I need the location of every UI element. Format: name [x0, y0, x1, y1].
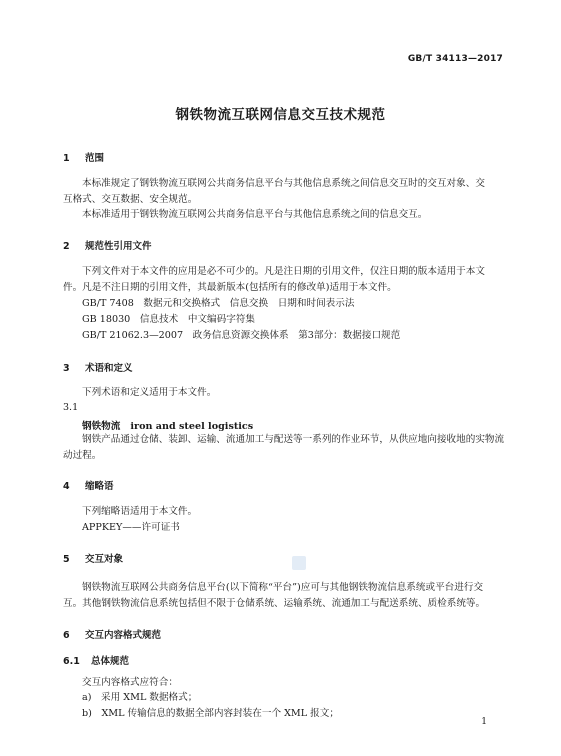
- paragraph: 下列缩略语适用于本文件。: [82, 506, 198, 517]
- section-2-heading: [63, 238, 152, 252]
- page-number: 1: [481, 717, 487, 727]
- section-4-heading: [63, 478, 114, 492]
- normative-reference: GB/T 21062.3—2007 政务信息资源交换体系 第3部分：数据接口规范: [82, 330, 401, 341]
- clause-6-1-heading: [63, 653, 129, 667]
- term-english: iron and steel logistics: [130, 421, 254, 432]
- section-number: 1: [63, 153, 70, 164]
- section-title: 缩略语: [85, 481, 114, 492]
- section-number: 6: [63, 630, 70, 641]
- section-5-heading: [63, 551, 123, 565]
- term-definition: 钢铁产品通过仓储、装卸、运输、流通加工与配送等一系列的作业环节，从供应地向接收地的实物流: [82, 434, 505, 445]
- section-title: 交互对象: [85, 554, 124, 565]
- paragraph: 钢铁物流互联网公共商务信息平台(以下简称“平台”)应可与其他钢铁物流信息系统或平台进行交: [82, 582, 484, 593]
- paragraph: 交互内容格式应符合：: [82, 677, 178, 688]
- paragraph: 件。凡是不注日期的引用文件，其最新版本(包括所有的修改单)适用于本文件。: [63, 282, 397, 293]
- paragraph: 互格式、交互数据、安全规范。: [63, 194, 198, 205]
- paragraph: 本标准规定了钢铁物流互联网公共商务信息平台与其他信息系统之间信息交互时的交互对象、交: [82, 178, 485, 189]
- list-item: a) 采用 XML 数据格式；: [82, 692, 198, 703]
- section-1-heading: [63, 150, 104, 164]
- section-number: 3: [63, 363, 70, 374]
- term-entry: [82, 418, 253, 432]
- paragraph: 下列术语和定义适用于本文件。: [82, 387, 217, 398]
- clause-title: 总体规范: [91, 656, 130, 667]
- list-item: b) XML 传输信息的数据全部内容封装在一个 XML 报文；: [82, 708, 339, 719]
- watermark-icon: [292, 556, 306, 570]
- paragraph: 本标准适用于钢铁物流互联网公共商务信息平台与其他信息系统之间的信息交互。: [82, 209, 428, 220]
- section-number: 5: [63, 554, 70, 565]
- normative-reference: GB 18030 信息技术 中文编码字符集: [82, 314, 256, 325]
- abbreviation: APPKEY——许可证书: [82, 522, 180, 533]
- section-title: 交互内容格式规范: [85, 630, 162, 641]
- clause-number: 6.1: [63, 656, 80, 667]
- clause-number: 3.1: [63, 402, 79, 413]
- standard-number: GB/T 34113—2017: [407, 54, 503, 64]
- term-chinese: 钢铁物流: [82, 421, 121, 432]
- section-title: 范围: [85, 153, 105, 164]
- paragraph: 互。其他钢铁物流信息系统包括但不限于仓储系统、运输系统、流通加工与配送系统、质检系统等。: [63, 598, 486, 609]
- normative-reference: GB/T 7408 数据元和交换格式 信息交换 日期和时间表示法: [82, 298, 355, 309]
- term-definition: 动过程。: [63, 450, 102, 461]
- section-3-heading: [63, 360, 133, 374]
- section-title: 术语和定义: [85, 363, 133, 374]
- section-6-heading: [63, 627, 161, 641]
- section-title: 规范性引用文件: [85, 241, 152, 252]
- paragraph: 下列文件对于本文件的应用是必不可少的。凡是注日期的引用文件，仅注日期的版本适用于本文: [82, 266, 485, 277]
- section-number: 2: [63, 241, 70, 252]
- section-number: 4: [63, 481, 70, 492]
- document-title: 钢铁物流互联网信息交互技术规范: [175, 107, 386, 123]
